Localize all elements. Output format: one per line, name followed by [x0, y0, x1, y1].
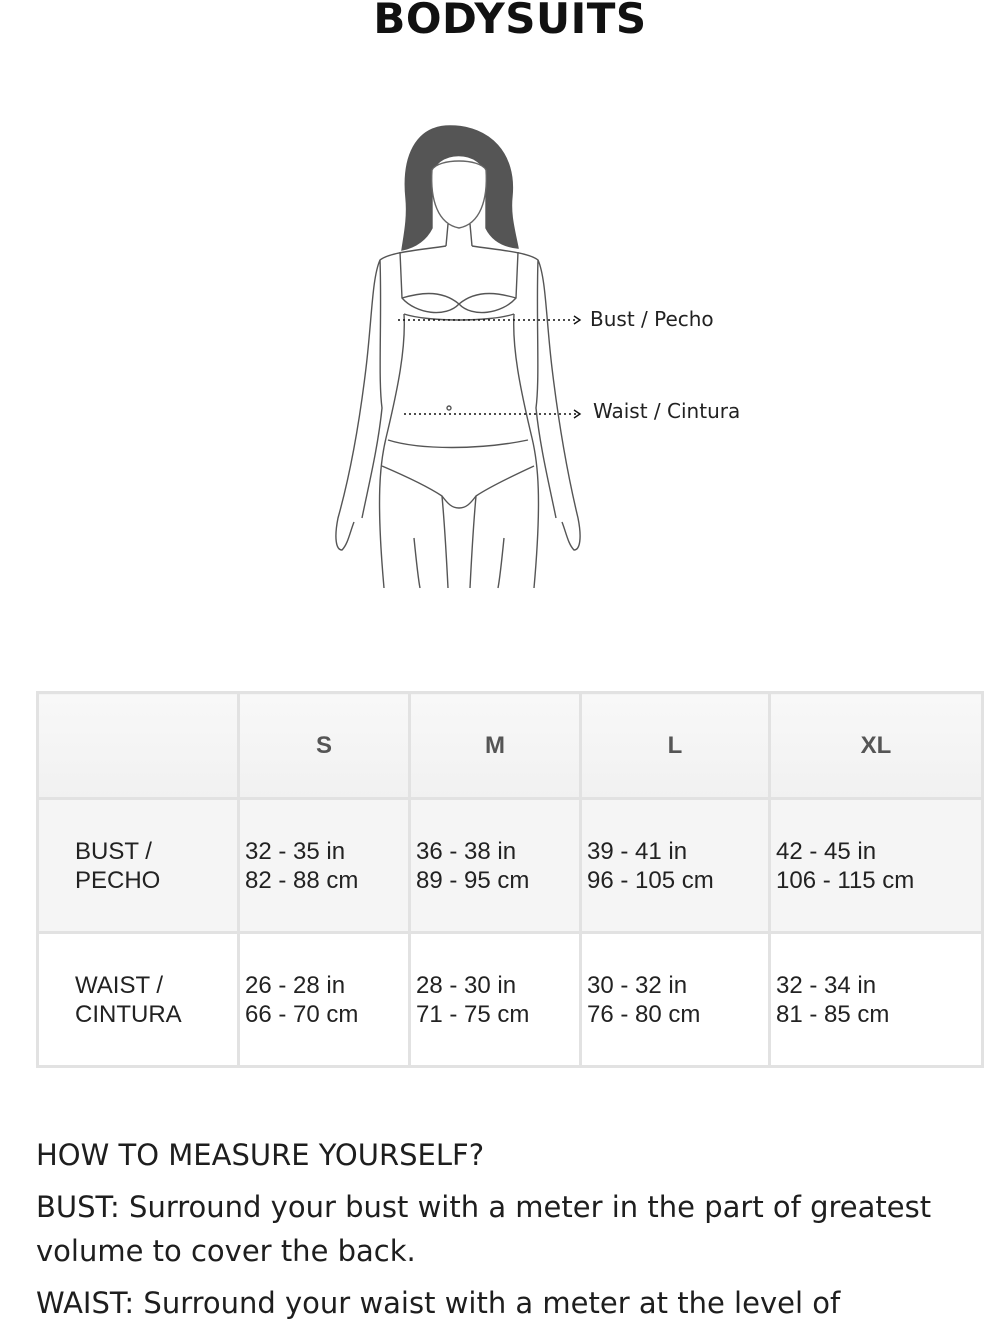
value-cm: 71 - 75 cm	[416, 1000, 530, 1028]
value-cm: 66 - 70 cm	[245, 1000, 359, 1028]
column-header-xl: XL	[770, 693, 983, 799]
row-label-line: BUST /	[75, 837, 152, 865]
value-inches: 30 - 32 in	[587, 971, 688, 999]
value-cm: 76 - 80 cm	[587, 1000, 701, 1028]
value-cm: 106 - 115 cm	[776, 866, 915, 894]
table-cell	[581, 933, 770, 1067]
value-inches: 26 - 28 in	[245, 971, 346, 999]
instructions-heading: HOW TO MEASURE YOURSELF?	[36, 1138, 485, 1172]
column-header-l: L	[581, 693, 770, 799]
value-inches: 32 - 35 in	[245, 837, 346, 865]
instructions-waist: WAIST: Surround your waist with a meter at the level of	[36, 1286, 841, 1320]
table-cell	[770, 799, 983, 933]
value-inches: 39 - 41 in	[587, 837, 688, 865]
row-label-line: WAIST /	[75, 971, 164, 999]
value-cm: 96 - 105 cm	[587, 866, 714, 894]
column-header-m: M	[410, 693, 581, 799]
value-cm: 82 - 88 cm	[245, 866, 359, 894]
table-cell	[410, 799, 581, 933]
instructions-bust: BUST: Surround your bust with a meter in the part of greatest volume to cover the back.	[36, 1190, 932, 1268]
value-inches: 32 - 34 in	[776, 971, 877, 999]
body-measurement-figure	[320, 118, 780, 598]
row-label-line: CINTURA	[75, 1000, 182, 1028]
page-title: BODYSUITS	[373, 0, 647, 43]
measurement-instructions	[36, 1133, 976, 1333]
size-chart-table	[36, 691, 984, 1068]
column-header-s: S	[239, 693, 410, 799]
table-cell	[410, 933, 581, 1067]
value-cm: 81 - 85 cm	[776, 1000, 890, 1028]
table-cell	[581, 799, 770, 933]
table-row-bust	[38, 799, 983, 933]
value-inches: 42 - 45 in	[776, 837, 877, 865]
table-cell	[239, 799, 410, 933]
table-header-row	[38, 693, 983, 799]
row-label-waist	[38, 933, 239, 1067]
waist-label: Waist / Cintura	[593, 399, 741, 423]
value-inches: 28 - 30 in	[416, 971, 517, 999]
table-cell	[239, 933, 410, 1067]
bust-label: Bust / Pecho	[590, 307, 714, 331]
table-cell	[770, 933, 983, 1067]
table-row-waist	[38, 933, 983, 1067]
table-corner-cell	[38, 693, 239, 799]
row-label-bust	[38, 799, 239, 933]
row-label-line: PECHO	[75, 866, 161, 894]
value-inches: 36 - 38 in	[416, 837, 517, 865]
value-cm: 89 - 95 cm	[416, 866, 530, 894]
